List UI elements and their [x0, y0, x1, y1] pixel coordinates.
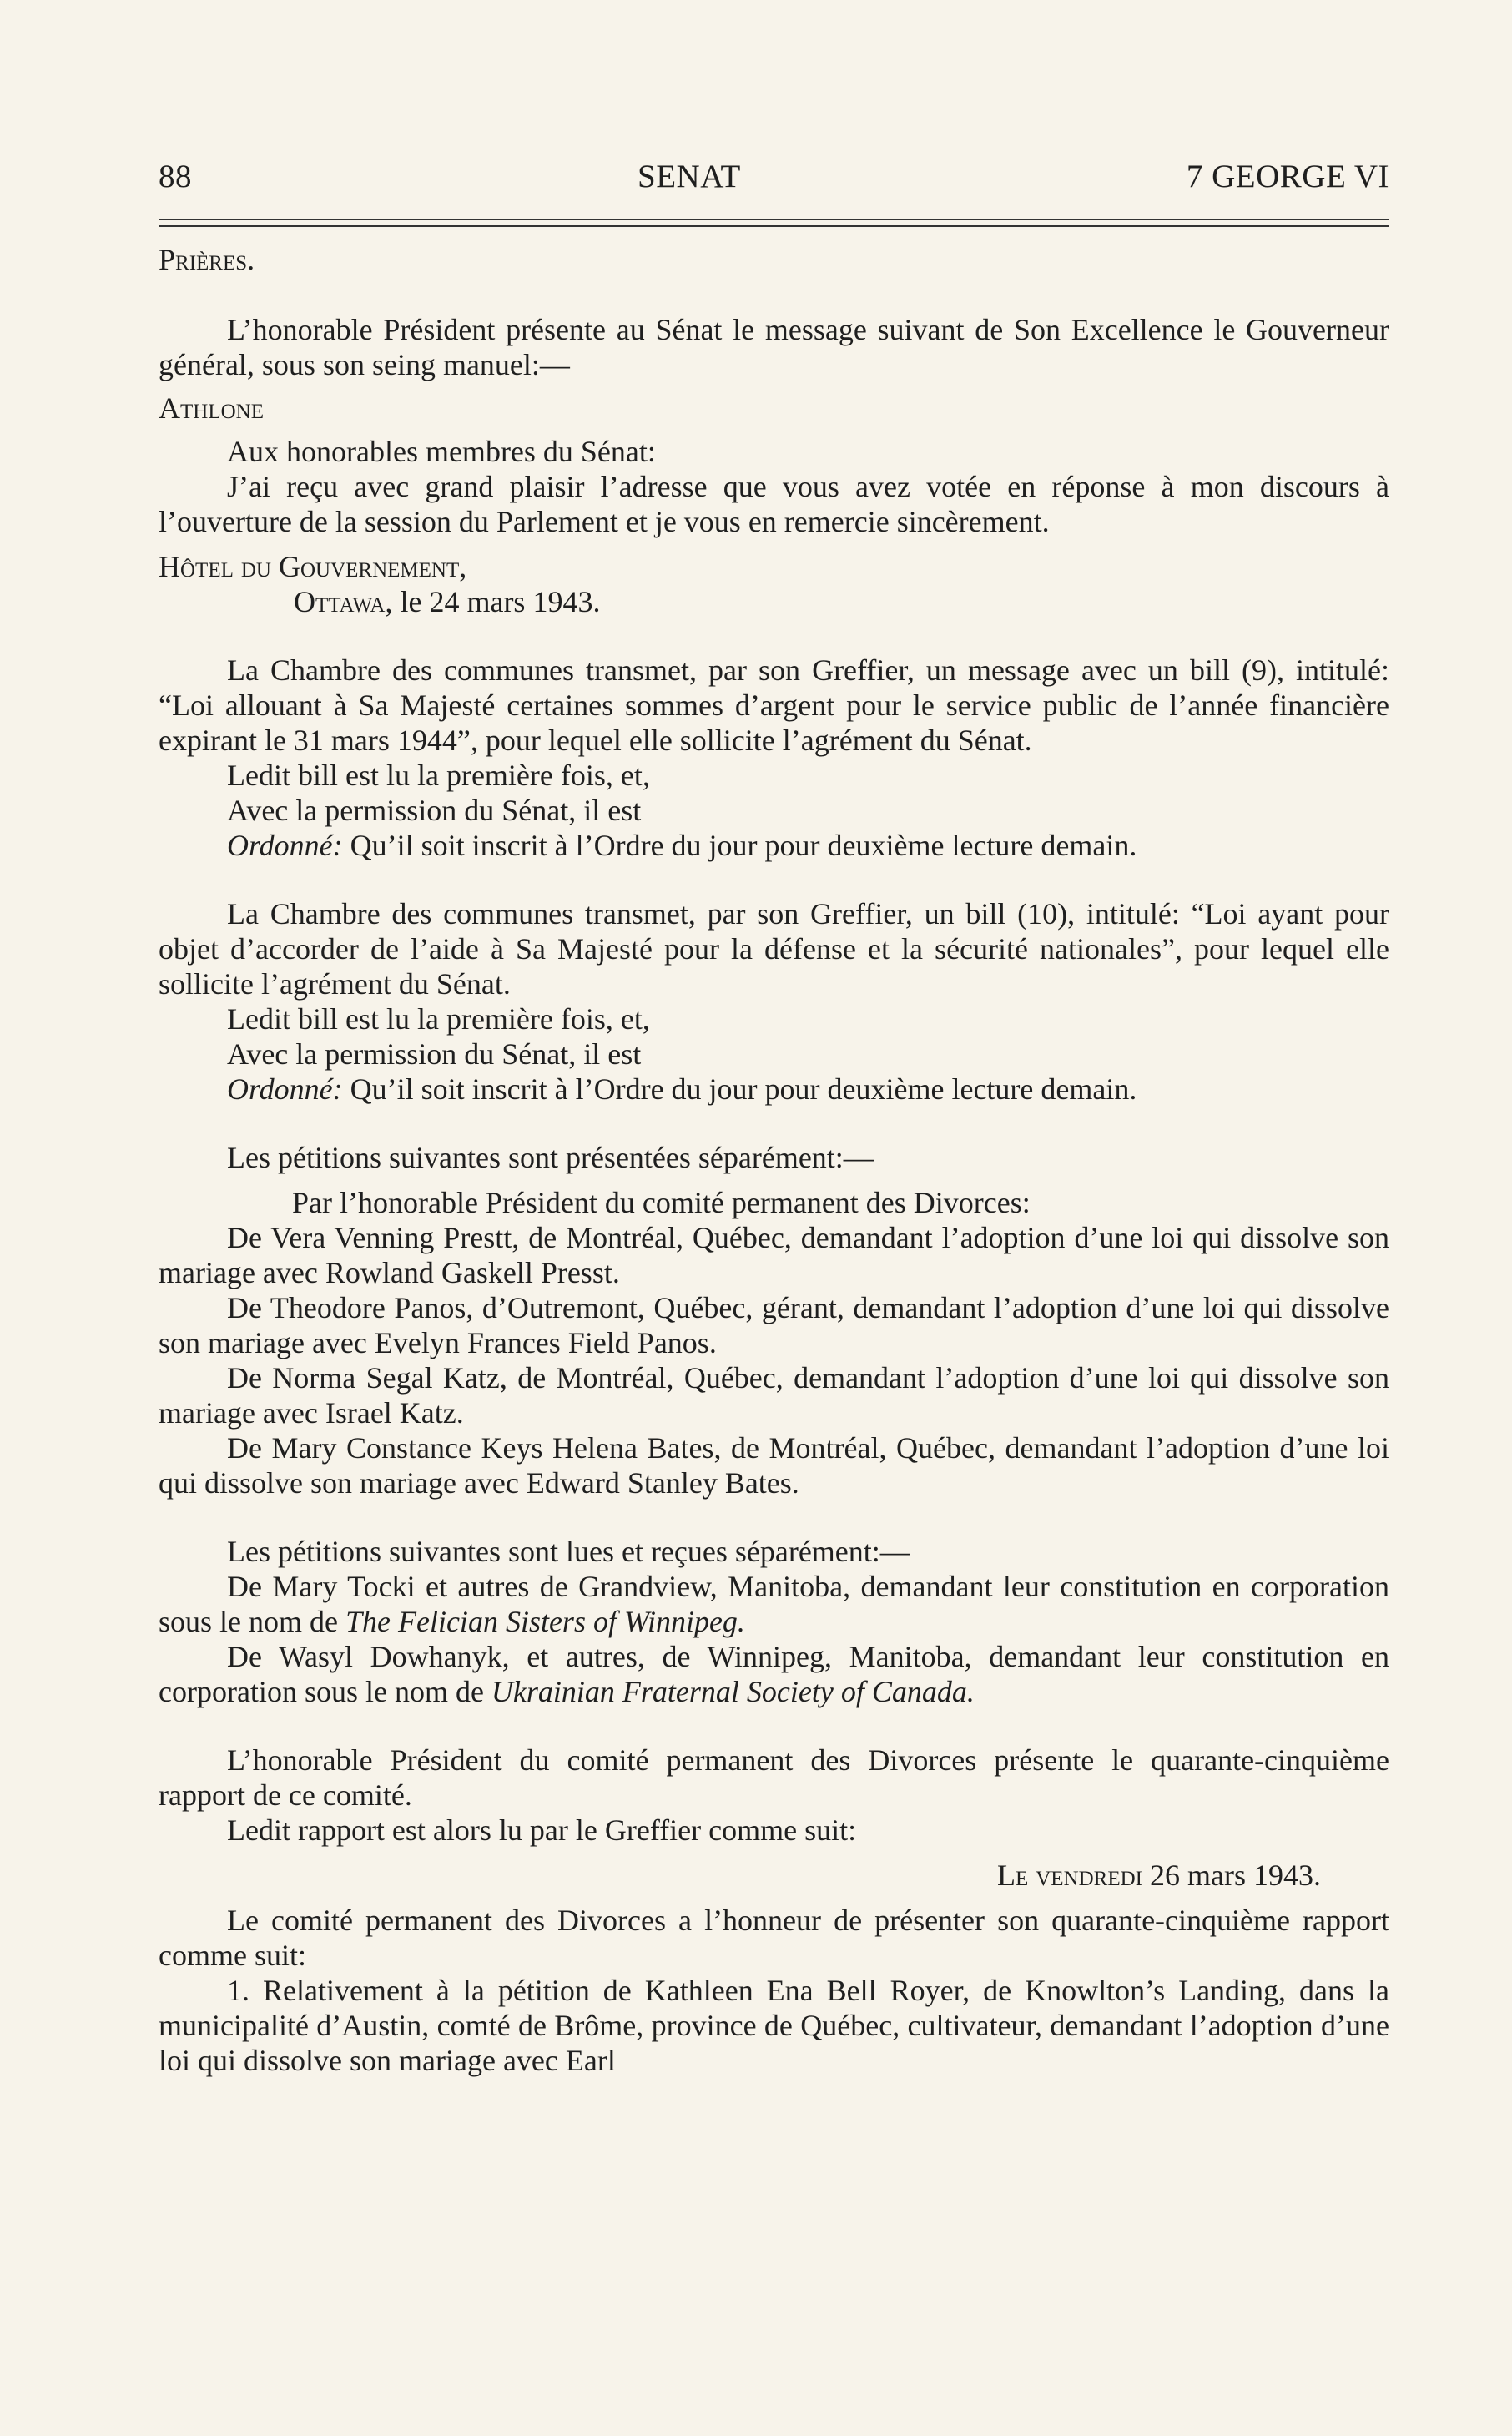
petition-panos: De Theodore Panos, d’Outremont, Québec, gérant, demandant l’adoption d’une loi qui dissolve son mariage avec Evelyn Frances Field Panos.	[159, 1291, 1389, 1359]
order-2	[159, 1072, 1389, 1107]
report-read: Ledit rapport est alors lu par le Greffier comme suit:	[227, 1813, 857, 1847]
ottawa-date: le 24 mars 1943.	[400, 585, 601, 618]
report-date-day: Le vendredi	[996, 1859, 1143, 1892]
report-date-rest: 26 mars 1943.	[1150, 1859, 1321, 1892]
tocki-text: De Mary Tocki et autres de Grandview, Manitoba, demandant leur constitution en corporation sous le nom de	[159, 1570, 1389, 1638]
paragraph-message: L’honorable Président présente au Sénat le message suivant de Son Excellence le Gouverneur général, sous son seing manuel:—	[159, 313, 1389, 381]
petitions-presented-heading: Les pétitions suivantes sont présentées séparément:—	[227, 1141, 874, 1174]
permission-1: Avec la permission du Sénat, il est	[227, 794, 642, 827]
paragraph-recu: J’ai reçu avec grand plaisir l’adresse que vous avez votée en réponse à mon discours à l’ouverture de la session du Parlement et je vous en remercie sincèrement.	[159, 470, 1389, 538]
petition-dowhanyk	[159, 1639, 1389, 1709]
petitions-read-heading: Les pétitions suivantes sont lues et reçues séparément:—	[227, 1535, 910, 1568]
running-header	[159, 159, 1389, 195]
header-title: SENAT	[638, 159, 741, 194]
header-rule-bottom	[159, 225, 1389, 227]
petition-prestt: De Vera Venning Prestt, de Montréal, Québec, demandant l’adoption d’une loi qui dissolve son mariage avec Rowland Gaskell Presst.	[159, 1221, 1389, 1289]
ordonne-text-2: Qu’il soit inscrit à l’Ordre du jour pour deuxième lecture demain.	[350, 1072, 1137, 1106]
tocki-corporation-name: The Felician Sisters of Winnipeg.	[345, 1605, 745, 1638]
dowhanyk-corporation-name: Ukrainian Fraternal Society of Canada.	[491, 1675, 975, 1708]
paragraph-committee-report: Le comité permanent des Divorces a l’honneur de présenter son quarante-cinquième rapport comme suit:	[159, 1904, 1389, 1972]
paragraph-bill-9: La Chambre des communes transmet, par son Greffier, un message avec un bill (9), intitulé: “Loi allouant à Sa Majesté certaines sommes d’argent pour le service public de l’année financière expirant le 31 mars 1944”, pour lequel elle sollicite l’agrément du Sénat.	[159, 653, 1389, 757]
address-ottawa	[159, 584, 1389, 619]
permission-2: Avec la permission du Sénat, il est	[227, 1037, 642, 1071]
salutation: Aux honorables membres du Sénat:	[227, 435, 656, 468]
report-date	[159, 1858, 1389, 1893]
header-session: 7 GEORGE VI	[1186, 159, 1389, 194]
address-hotel: Hôtel du Gouvernement,	[159, 550, 467, 583]
petition-bates: De Mary Constance Keys Helena Bates, de Montréal, Québec, demandant l’adoption d’une loi qui dissolve son mariage avec Edward Stanley Bates.	[159, 1431, 1389, 1500]
ordonne-label-2: Ordonné:	[227, 1072, 343, 1106]
page-number: 88	[159, 159, 192, 194]
ordonne-text-1: Qu’il soit inscrit à l’Ordre du jour pour deuxième lecture demain.	[350, 829, 1137, 862]
first-reading-1: Ledit bill est lu la première fois, et,	[227, 759, 650, 792]
petition-katz: De Norma Segal Katz, de Montréal, Québec, demandant l’adoption d’une loi qui dissolve son mariage avec Israel Katz.	[159, 1361, 1389, 1430]
report-item-1: 1. Relativement à la pétition de Kathleen Ena Bell Royer, de Knowlton’s Landing, dans la municipalité d’Austin, comté de Brôme, province de Québec, cultivateur, demandant l’adoption d’une loi qui dissolve son mariage avec Earl	[159, 1974, 1389, 2077]
first-reading-2: Ledit bill est lu la première fois, et,	[227, 1002, 650, 1036]
paragraph-bill-10: La Chambre des communes transmet, par son Greffier, un bill (10), intitulé: “Loi ayant pour objet d’accorder de l’aide à Sa Majesté pour la défense et la sécurité nationales”, pour lequel elle sollicite l’agrément du Sénat.	[159, 897, 1389, 1001]
prieres-heading: Prières.	[159, 243, 255, 276]
order-1	[159, 828, 1389, 863]
ottawa-city: Ottawa,	[294, 585, 393, 618]
par-president: Par l’honorable Président du comité permanent des Divorces:	[292, 1186, 1031, 1219]
dowhanyk-text: De Wasyl Dowhanyk, et autres, de Winnipeg, Manitoba, demandant leur constitution en corporation sous le nom de	[159, 1640, 1389, 1708]
petition-tocki	[159, 1569, 1389, 1639]
signature-athlone: Athlone	[159, 391, 264, 425]
header-rule-top	[159, 219, 1389, 220]
ordonne-label-1: Ordonné:	[227, 829, 343, 862]
paragraph-report-presented: L’honorable Président du comité permanent des Divorces présente le quarante-cinquième rapport de ce comité.	[159, 1743, 1389, 1812]
